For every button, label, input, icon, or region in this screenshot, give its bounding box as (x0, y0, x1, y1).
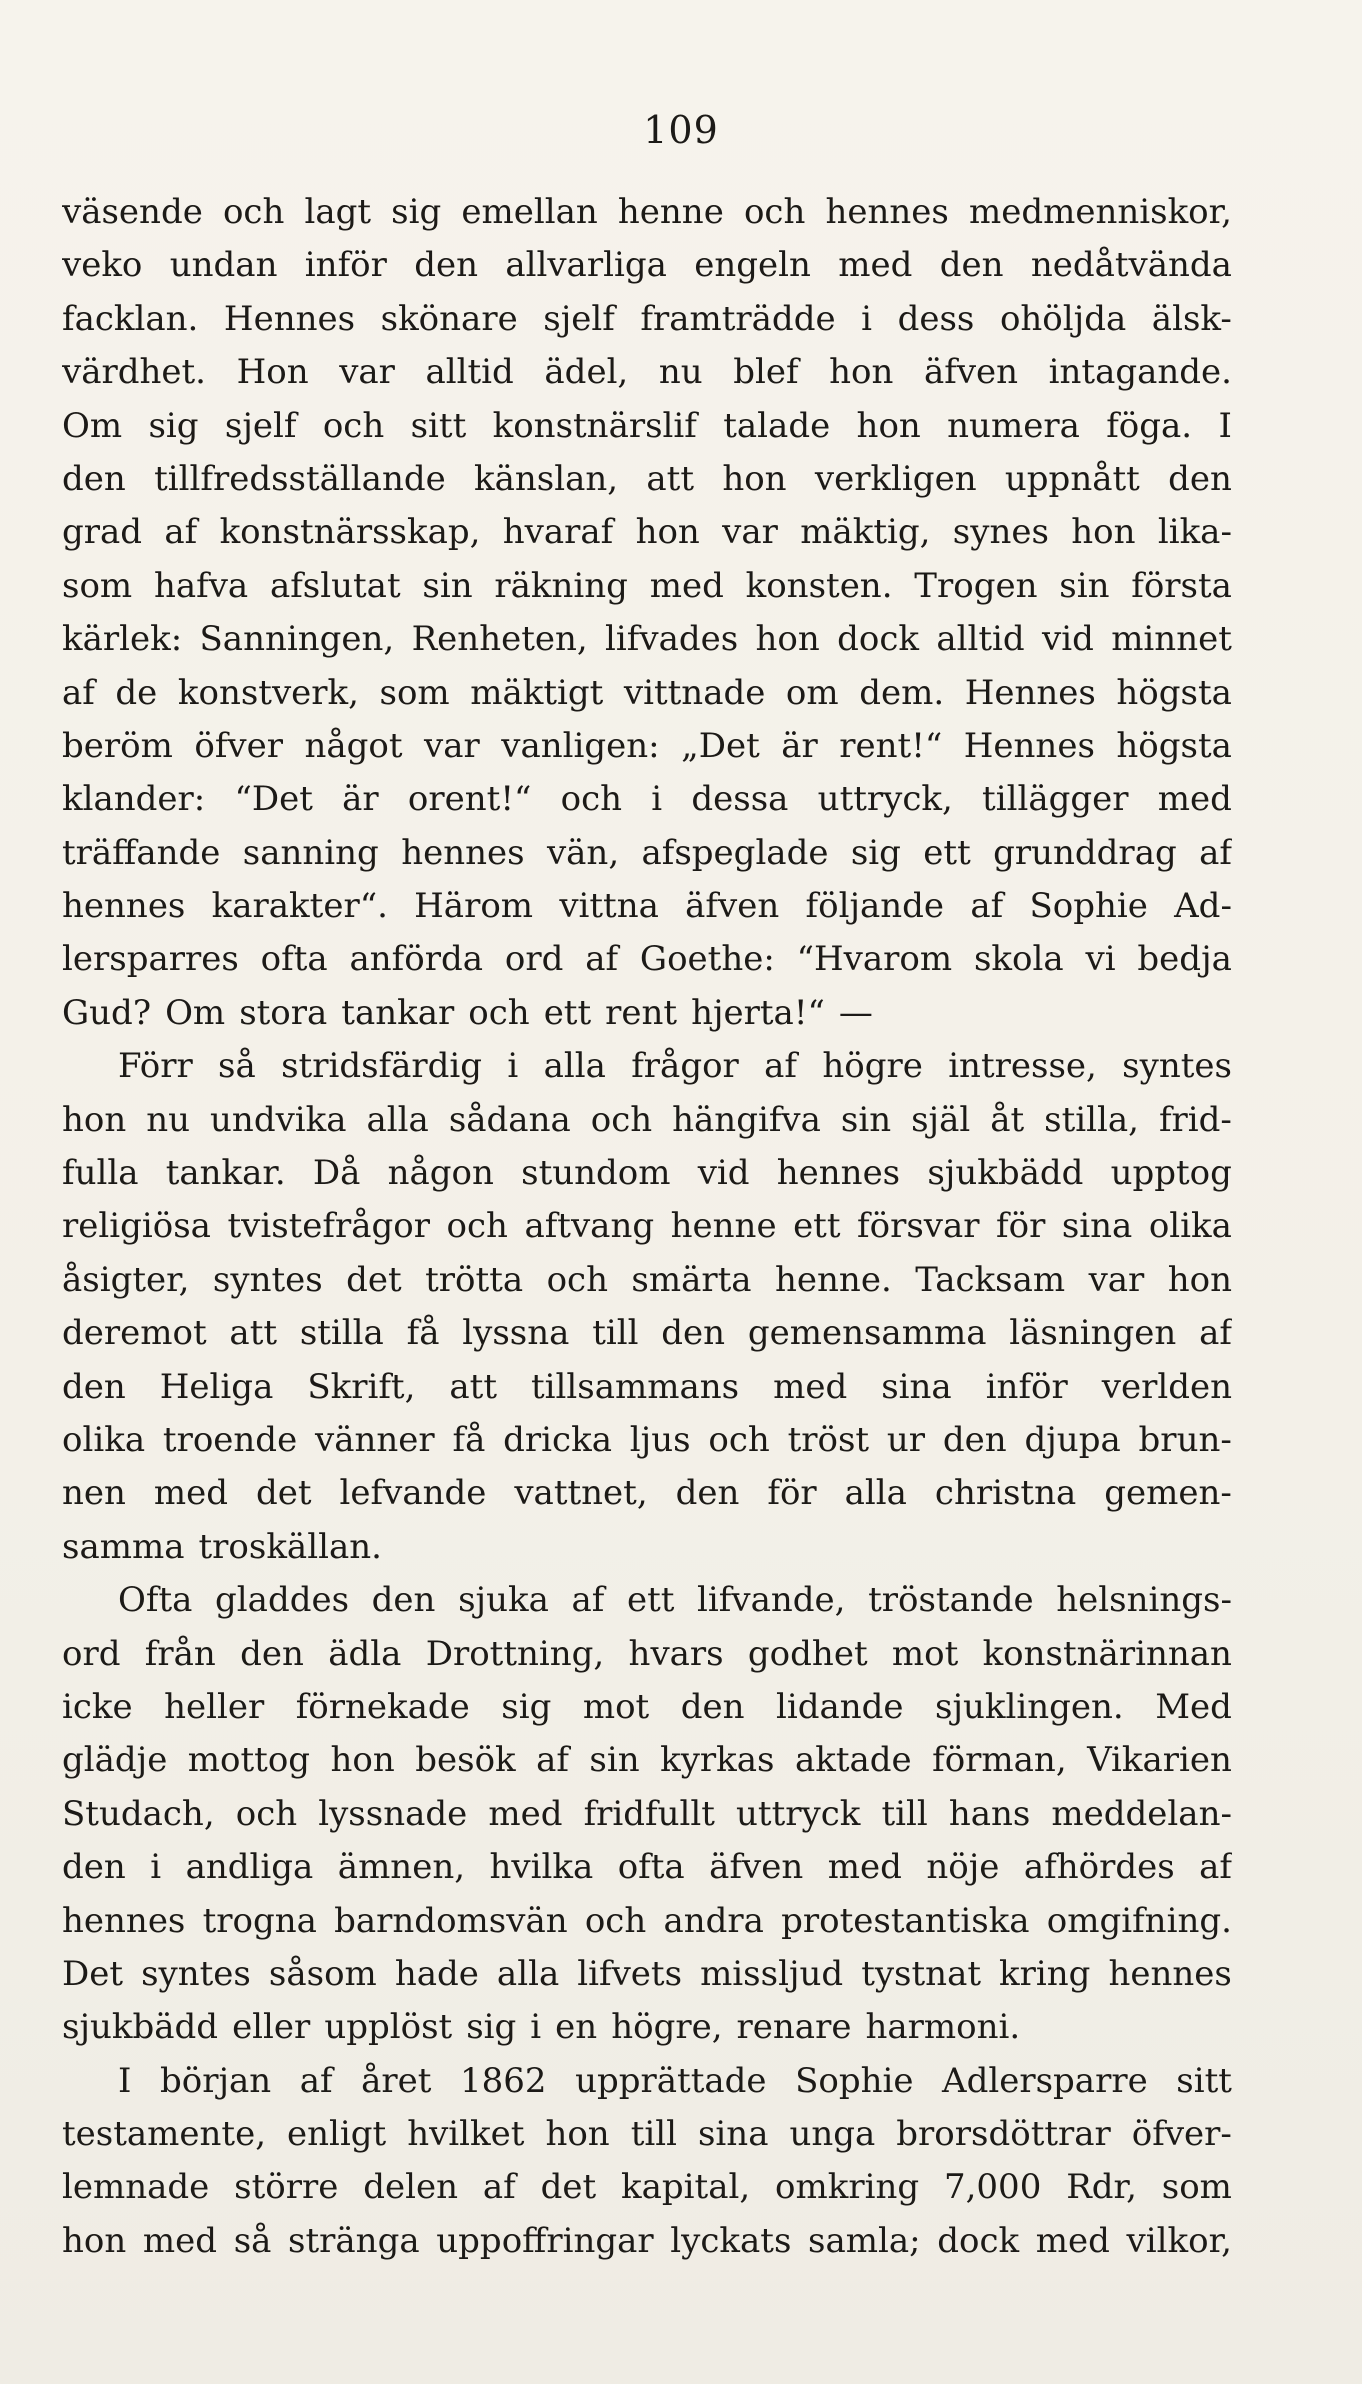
text-line: facklan. Hennes skönare sjelf framträdde i dess ohöljda älsk- (62, 298, 1232, 339)
text-line: fulla tankar. Då någon stundom vid hennes sjukbädd upptog (62, 1153, 1232, 1194)
text-line: deremot att stilla få lyssna till den gemensamma läsningen af (62, 1313, 1232, 1354)
text-line: olika troende vänner få dricka ljus och tröst ur den djupa brun- (62, 1419, 1232, 1460)
text-line: af de konstverk, som mäktigt vittnade om dem. Hennes högsta (62, 672, 1232, 713)
text-line: Det syntes såsom hade alla lifvets missljud tystnat kring hennes (62, 1953, 1232, 1994)
text-line: samma troskällan. (62, 1526, 382, 1567)
text-line: hennes trogna barndomsvän och andra protestantiska omgifning. (62, 1900, 1232, 1941)
text-line: hennes karakter“. Härom vittna äfven följande af Sophie Ad- (62, 886, 1232, 927)
text-line: nen med det lefvande vattnet, den för alla christna gemen- (62, 1473, 1232, 1514)
text-line: grad af konstnärsskap, hvaraf hon var mäktig, synes hon lika- (62, 512, 1232, 553)
page-number: 109 (643, 108, 719, 152)
text-line: åsigter, syntes det trötta och smärta henne. Tacksam var hon (62, 1259, 1232, 1300)
text-line: den tillfredsställande känslan, att hon verkligen uppnått den (62, 458, 1232, 499)
text-line: Ofta gladdes den sjuka af ett lifvande, tröstande helsnings- (118, 1580, 1232, 1621)
text-line: glädje mottog hon besök af sin kyrkas aktade förman, Vikarien (62, 1740, 1232, 1781)
text-line: väsende och lagt sig emellan henne och hennes medmenniskor, (62, 192, 1232, 232)
text-line: testamente, enligt hvilket hon till sina unga brorsdöttrar öfver- (62, 2114, 1232, 2155)
text-line: lersparres ofta anförda ord af Goethe: “Hvarom skola vi bedja (62, 939, 1232, 980)
text-line: träffande sanning hennes vän, afspeglade sig ett grunddrag af (62, 832, 1232, 873)
body-text (62, 186, 1232, 2268)
text-line: värdhet. Hon var alltid ädel, nu blef hon äfven intagande. (62, 352, 1232, 393)
text-line: den Heliga Skrift, att tillsammans med sina inför verlden (62, 1366, 1232, 1407)
text-line: Förr så stridsfärdig i alla frågor af högre intresse, syntes (118, 1046, 1232, 1087)
text-line: ord från den ädla Drottning, hvars godhet mot konstnärinnan (62, 1633, 1232, 1674)
text-line: den i andliga ämnen, hvilka ofta äfven med nöje afhördes af (62, 1847, 1232, 1888)
text-line: som hafva afslutat sin räkning med konsten. Trogen sin första (62, 565, 1232, 606)
text-line: lemnade större delen af det kapital, omkring 7,000 Rdr, som (62, 2167, 1232, 2208)
text-line: hon med så stränga uppoffringar lyckats samla; dock med vilkor, (62, 2220, 1232, 2261)
text-line: klander: “Det är orent!“ och i dessa uttryck, tillägger med (62, 779, 1232, 820)
text-line: veko undan inför den allvarliga engeln med den nedåtvända (62, 245, 1232, 286)
text-line: hon nu undvika alla sådana och hängifva sin själ åt stilla, frid- (62, 1099, 1232, 1140)
text-line: I början af året 1862 upprättade Sophie Adlersparre sitt (118, 2060, 1232, 2101)
text-line: Om sig sjelf och sitt konstnärslif talade hon numera föga. I (62, 405, 1232, 446)
text-line: beröm öfver något var vanligen: „Det är rent!“ Hennes högsta (62, 725, 1232, 766)
text-line: religiösa tvistefrågor och aftvang henne ett försvar för sina olika (62, 1206, 1232, 1247)
text-line: sjukbädd eller upplöst sig i en högre, renare harmoni. (62, 2007, 1021, 2048)
text-line: kärlek: Sanningen, Renheten, lifvades hon dock alltid vid minnet (62, 619, 1232, 660)
text-line: Studach, och lyssnade med fridfullt uttryck till hans meddelan- (62, 1793, 1232, 1834)
text-line: Gud? Om stora tankar och ett rent hjerta!“ — (62, 992, 873, 1033)
text-line: icke heller förnekade sig mot den lidande sjuklingen. Med (62, 1686, 1232, 1727)
